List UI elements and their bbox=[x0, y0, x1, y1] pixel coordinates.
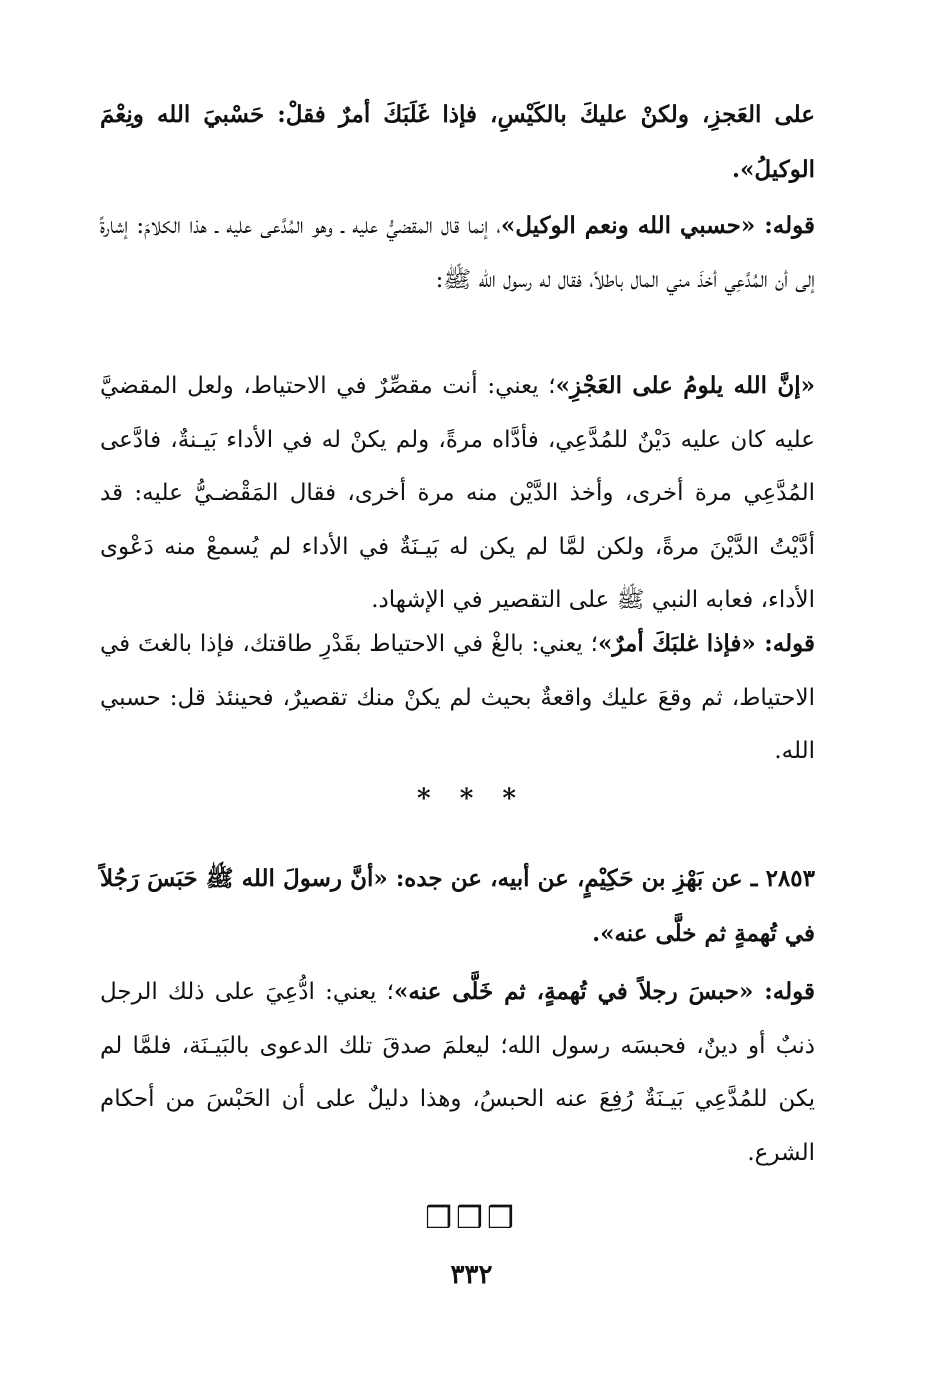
paragraph-6 bbox=[100, 965, 815, 1180]
paragraph-4-quote: «فإذا غلبَكَ أمرٌ» bbox=[597, 630, 756, 657]
paragraph-4 bbox=[100, 617, 815, 779]
paragraph-2-commentary: ، إنما قال المقضيُّ عليه ـ وهو المُدَّعى عليه ـ هذا الكلامَ: إشارةً إلى أن المُدَّعِي أخذَ مني المال باطلاً، فقال له رسول الله ﷺ: bbox=[100, 213, 815, 293]
section-separator: * * * bbox=[417, 784, 526, 814]
hadith-2853 bbox=[100, 852, 815, 961]
paragraph-4-lead: قوله: bbox=[755, 630, 815, 657]
paragraph-2-lead: قوله: bbox=[755, 212, 815, 239]
hadith-2853-text: ٢٨٥٣ ـ عن بَهْزِ بن حَكِيْمٍ، عن أبيه، عن جده: «أنَّ رسولَ الله ﷺ حَبَسَ رَجُلاً في تُهمةٍ ثم خلَّى عنه». bbox=[100, 865, 815, 947]
paragraph-1 bbox=[100, 88, 815, 197]
page-number: ٣٣٢ bbox=[450, 1260, 493, 1290]
paragraph-6-lead: قوله: bbox=[753, 978, 815, 1005]
paragraph-3 bbox=[100, 359, 815, 628]
paragraph-4-commentary: ؛ يعني: بالغْ في الاحتياط بقَدْرِ طاقتك، فإذا بالغتَ في الاحتياط، ثم وقعَ عليك واقعةٌ بحيث لم يكنْ منك تقصيرٌ، فحينئذ قل: حسبي الله. bbox=[100, 631, 815, 764]
paragraph-3-quote: «إنَّ الله يلومُ على العَجْزِ» bbox=[555, 372, 815, 399]
paragraph-2-quote: «حسبي الله ونعم الوكيل» bbox=[500, 212, 756, 239]
paragraph-3-commentary: ؛ يعني: أنت مقصِّرٌ في الاحتياط، ولعل المقضيَّ عليه كان عليه دَيْنٌ للمُدَّعِي، فأدَّاه مرةً، ولم يكنْ له في الأداء بَيـنةٌ، فادَّعى المُدَّعِي مرة أخرى، وأخذ الدَّيْن منه مرة أخرى، فقال المَقْضـيُّ عليه: قد أدَّيْتُ الدَّيْنَ مرةً، ولكن لمَّا لم يكن له بَيـنَةٌ في الأداء لم يُسمعْ منه دَعْوى الأداء، فعابه النبي ﷺ على التقصير في الإشهاد. bbox=[100, 373, 815, 613]
end-mark: ❒❒❒ bbox=[425, 1201, 518, 1236]
paragraph-6-commentary: ؛ يعني: ادُّعِيَ على ذلك الرجل ذنبٌ أو دينٌ، فحبسَه رسول الله؛ ليعلمَ صدقَ تلك الدعوى بالبَيـنَة، فلمَّا لم يكن للمُدَّعِي بَيـنَةٌ رُفِعَ عنه الحبسُ، وهذا دليلٌ على أن الحَبْسَ من أحكام الشرع. bbox=[100, 979, 815, 1166]
paragraph-1-hadith-text: على العَجزِ، ولكنْ عليكَ بالكَيْسِ، فإذا غَلَبَكَ أمرٌ فقلْ: حَسْبيَ الله ونِعْمَ الوكيلُ». bbox=[100, 101, 815, 183]
paragraph-6-quote: «حبسَ رجلاً في تُهمةٍ، ثم خَلَّى عنه» bbox=[393, 978, 754, 1005]
paragraph-2 bbox=[100, 199, 815, 307]
